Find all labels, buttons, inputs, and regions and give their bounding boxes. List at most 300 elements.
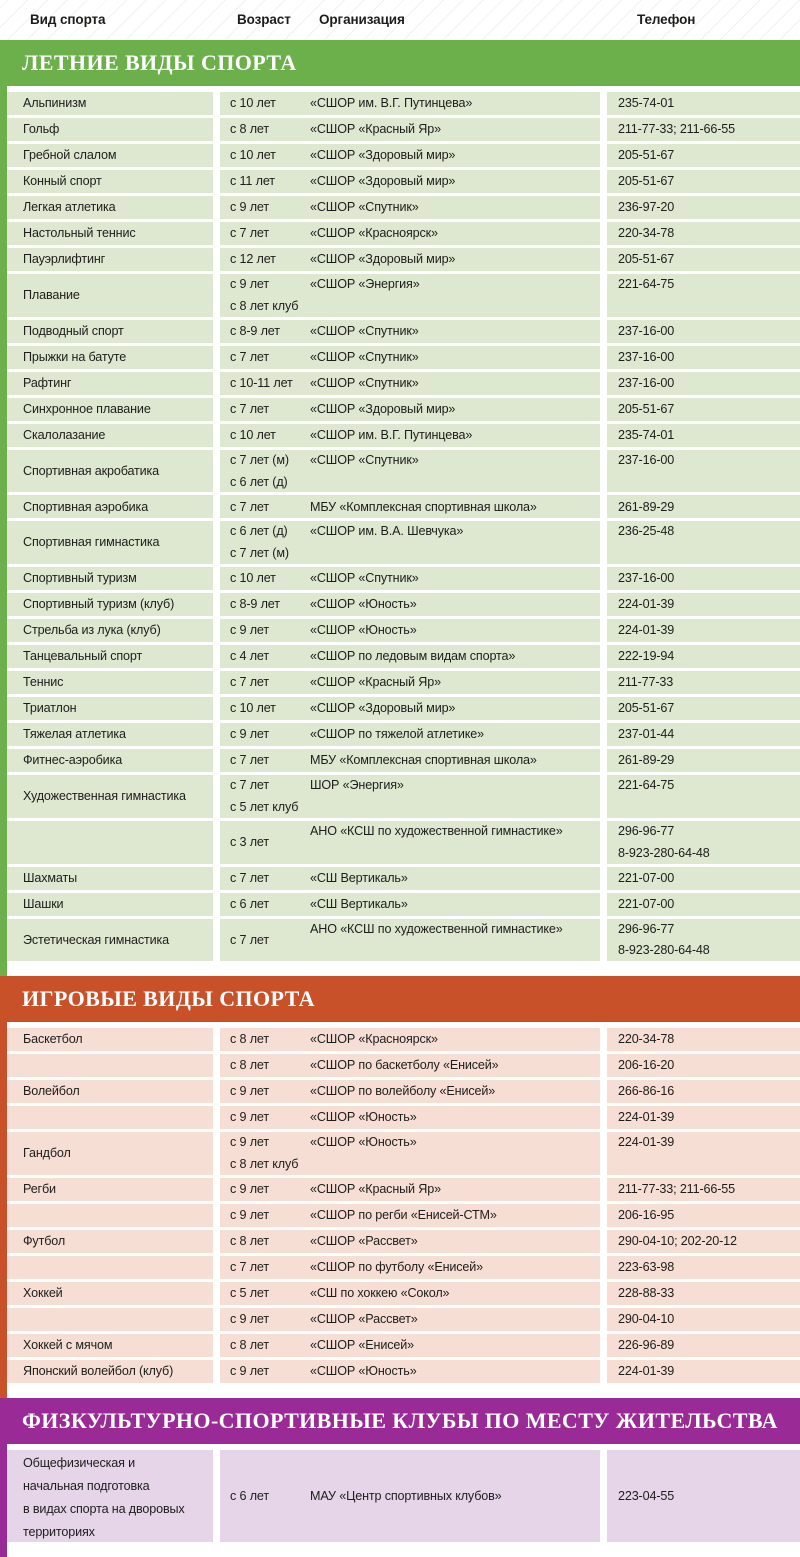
column-divider [600, 320, 607, 343]
cell-organization: «СШ Вертикаль» [300, 893, 600, 916]
organization-line: «СШОР «Энергия» [310, 277, 420, 291]
cell-phone: 237-16-00 [607, 346, 800, 369]
table-row [0, 398, 800, 421]
section-body-clubs [0, 1444, 800, 1557]
cell-sport-name: Теннис [0, 671, 213, 694]
table-row [0, 697, 800, 720]
cell-phone: 223-63-98 [607, 1256, 800, 1279]
section-rows [0, 1022, 800, 1383]
cell-phone: 220-34-78 [607, 222, 800, 245]
column-divider [600, 593, 607, 616]
column-divider [600, 645, 607, 668]
column-divider [213, 593, 220, 616]
sports-table [0, 40, 800, 1557]
cell-phone [607, 521, 800, 564]
column-divider [213, 1334, 220, 1357]
column-divider [213, 1450, 220, 1542]
cell-phone: 205-51-67 [607, 170, 800, 193]
organization-line-spacer [310, 800, 313, 815]
age-line: с 9 лет [230, 277, 269, 291]
cell-age: с 7 лет [220, 1256, 300, 1279]
cell-organization: «СШОР «Красноярск» [300, 222, 600, 245]
table-row [0, 1178, 800, 1201]
section-rows [0, 1444, 800, 1542]
column-divider [213, 1282, 220, 1305]
cell-age: с 7 лет [220, 919, 300, 962]
cell-phone: 224-01-39 [607, 619, 800, 642]
table-row [0, 1132, 800, 1175]
cell-organization: «СШОР «Красный Яр» [300, 1178, 600, 1201]
organization-line-spacer [310, 943, 313, 958]
phone-line-spacer [618, 800, 621, 815]
column-divider [600, 1256, 607, 1279]
cell-phone: 223-04-55 [607, 1450, 800, 1542]
sport-name-line: начальная подготовка [23, 1478, 150, 1493]
table-row [0, 567, 800, 590]
cell-phone: 221-07-00 [607, 867, 800, 890]
column-divider [213, 170, 220, 193]
column-divider [600, 372, 607, 395]
cell-age: с 7 лет [220, 749, 300, 772]
phone-line-spacer [618, 475, 621, 490]
age-line-extra: с 5 лет клуб [230, 800, 299, 815]
cell-sport-name: Спортивная аэробика [0, 495, 213, 518]
cell-sport-name: Гребной слалом [0, 144, 213, 167]
sport-name-line: в видах спорта на дворовых [23, 1501, 185, 1516]
cell-sport-name: Прыжки на батуте [0, 346, 213, 369]
column-divider [213, 274, 220, 317]
age-line-extra: с 8 лет клуб [230, 298, 299, 313]
table-row [0, 1450, 800, 1542]
column-divider [213, 521, 220, 564]
cell-sport-name: Спортивный туризм [0, 567, 213, 590]
section-bottom-spacer [0, 1545, 800, 1557]
section-bottom-spacer [0, 964, 800, 976]
table-row [0, 1282, 800, 1305]
cell-organization: «СШОР по футболу «Енисей» [300, 1256, 600, 1279]
cell-age: с 7 лет [220, 398, 300, 421]
cell-age: с 9 лет [220, 1178, 300, 1201]
cell-sport-name [0, 1450, 213, 1542]
cell-sport-name: Триатлон [0, 697, 213, 720]
organization-line: «СШОР «Юность» [310, 1135, 417, 1150]
column-divider [600, 749, 607, 772]
cell-age [220, 450, 300, 493]
column-divider [600, 92, 607, 115]
cell-organization: «СШОР им. В.Г. Путинцева» [300, 424, 600, 447]
cell-organization: «СШОР «Спутник» [300, 320, 600, 343]
column-header-phone: Телефон [637, 12, 696, 27]
cell-phone: 211-77-33; 211-66-55 [607, 1178, 800, 1201]
cell-organization: «СШОР «Юность» [300, 593, 600, 616]
column-divider [600, 1450, 607, 1542]
cell-sport-name: Спортивная акробатика [0, 450, 213, 493]
cell-sport-name: Тяжелая атлетика [0, 723, 213, 746]
table-row [0, 723, 800, 746]
cell-age: с 7 лет [220, 346, 300, 369]
cell-sport-name: Спортивный туризм (клуб) [0, 593, 213, 616]
cell-organization: «СШОР по волейболу «Енисей» [300, 1080, 600, 1103]
cell-organization: «СШОР «Красноярск» [300, 1028, 600, 1051]
table-row [0, 1360, 800, 1383]
cell-phone: 237-16-00 [607, 320, 800, 343]
table-row [0, 619, 800, 642]
cell-organization: «СШОР «Здоровый мир» [300, 248, 600, 271]
cell-age: с 10 лет [220, 92, 300, 115]
cell-organization [300, 274, 600, 317]
cell-organization [300, 1132, 600, 1175]
cell-sport-name: Синхронное плавание [0, 398, 213, 421]
column-divider [600, 495, 607, 518]
cell-phone: 221-07-00 [607, 893, 800, 916]
cell-phone: 206-16-20 [607, 1054, 800, 1077]
column-divider [600, 1054, 607, 1077]
cell-phone: 222-19-94 [607, 645, 800, 668]
cell-sport-name [0, 1256, 213, 1279]
column-divider [213, 495, 220, 518]
cell-phone: 205-51-67 [607, 144, 800, 167]
cell-organization: «СШОР «Рассвет» [300, 1230, 600, 1253]
cell-phone: 206-16-95 [607, 1204, 800, 1227]
cell-organization [300, 450, 600, 493]
section-title: ИГРОВЫЕ ВИДЫ СПОРТА [22, 986, 315, 1012]
cell-phone [607, 450, 800, 493]
cell-age: с 9 лет [220, 1106, 300, 1129]
cell-sport-name: Регби [0, 1178, 213, 1201]
cell-sport-name [0, 1308, 213, 1331]
table-row [0, 1204, 800, 1227]
cell-age: с 7 лет [220, 867, 300, 890]
column-divider [213, 619, 220, 642]
cell-phone: 224-01-39 [607, 593, 800, 616]
cell-sport-name: Рафтинг [0, 372, 213, 395]
age-line: с 7 лет (м) [230, 452, 289, 467]
cell-sport-name: Художественная гимнастика [0, 775, 213, 818]
section-header-games [0, 976, 800, 1022]
cell-age: с 6 лет [220, 893, 300, 916]
cell-phone: 236-97-20 [607, 196, 800, 219]
cell-phone: 237-01-44 [607, 723, 800, 746]
column-divider [600, 619, 607, 642]
cell-organization: «СШОР «Спутник» [300, 567, 600, 590]
sport-name-line: территориях [23, 1524, 95, 1539]
column-divider [600, 1132, 607, 1175]
column-header-organization: Организация [319, 12, 405, 27]
column-divider [600, 723, 607, 746]
cell-organization: «СШОР «Здоровый мир» [300, 170, 600, 193]
table-row [0, 671, 800, 694]
table-row [0, 1054, 800, 1077]
cell-organization: «СШОР по баскетболу «Енисей» [300, 1054, 600, 1077]
section-header-summer [0, 40, 800, 86]
cell-organization: «СШОР «Здоровый мир» [300, 144, 600, 167]
table-row [0, 919, 800, 962]
cell-organization: «СШОР «Спутник» [300, 346, 600, 369]
table-row [0, 1028, 800, 1051]
cell-phone [607, 274, 800, 317]
table-row [0, 92, 800, 115]
cell-age: с 4 лет [220, 645, 300, 668]
cell-age: с 10 лет [220, 424, 300, 447]
column-divider [600, 1106, 607, 1129]
table-row [0, 893, 800, 916]
column-divider [600, 697, 607, 720]
column-divider [213, 1204, 220, 1227]
cell-sport-name: Баскетбол [0, 1028, 213, 1051]
phone-line-extra: 8-923-280-64-48 [618, 845, 710, 860]
column-divider [600, 1178, 607, 1201]
table-row [0, 274, 800, 317]
column-divider [600, 144, 607, 167]
cell-age: с 11 лет [220, 170, 300, 193]
column-divider [213, 1132, 220, 1175]
cell-age: с 7 лет [220, 495, 300, 518]
cell-age: с 8-9 лет [220, 593, 300, 616]
cell-sport-name [0, 821, 213, 864]
table-row [0, 424, 800, 447]
table-row [0, 450, 800, 493]
cell-age: с 12 лет [220, 248, 300, 271]
column-divider [213, 775, 220, 818]
column-divider [213, 1054, 220, 1077]
column-divider [213, 1256, 220, 1279]
cell-organization: «СШОР по ледовым видам спорта» [300, 645, 600, 668]
table-row [0, 248, 800, 271]
cell-organization: «СШОР «Юность» [300, 1360, 600, 1383]
column-divider [213, 144, 220, 167]
cell-organization [300, 521, 600, 564]
cell-age: с 8 лет [220, 1334, 300, 1357]
cell-organization [300, 919, 600, 962]
table-row [0, 170, 800, 193]
column-divider [600, 775, 607, 818]
cell-sport-name: Хоккей с мячом [0, 1334, 213, 1357]
cell-organization [300, 821, 600, 864]
table-row [0, 118, 800, 141]
age-line-extra: с 6 лет (д) [230, 474, 288, 489]
column-divider [213, 248, 220, 271]
cell-organization: «СШОР «Красный Яр» [300, 671, 600, 694]
cell-sport-name: Настольный теннис [0, 222, 213, 245]
phone-line: 237-16-00 [618, 452, 675, 467]
organization-line-spacer [310, 846, 313, 861]
cell-age: с 3 лет [220, 821, 300, 864]
cell-age: с 9 лет [220, 1308, 300, 1331]
table-row [0, 521, 800, 564]
cell-organization: «СШОР «Здоровый мир» [300, 398, 600, 421]
column-divider [213, 118, 220, 141]
column-divider [600, 821, 607, 864]
column-divider [600, 1360, 607, 1383]
column-divider [213, 92, 220, 115]
column-divider [213, 567, 220, 590]
column-header-sport: Вид спорта [30, 12, 106, 27]
cell-sport-name: Конный спорт [0, 170, 213, 193]
cell-age: с 9 лет [220, 1080, 300, 1103]
section-side-stripe [0, 86, 7, 976]
cell-phone: 290-04-10; 202-20-12 [607, 1230, 800, 1253]
cell-sport-name: Футбол [0, 1230, 213, 1253]
cell-phone [607, 919, 800, 962]
column-divider [213, 320, 220, 343]
column-divider [213, 1178, 220, 1201]
cell-phone: 211-77-33; 211-66-55 [607, 118, 800, 141]
cell-sport-name: Хоккей [0, 1282, 213, 1305]
cell-phone: 220-34-78 [607, 1028, 800, 1051]
column-divider [600, 671, 607, 694]
column-divider [213, 697, 220, 720]
column-header-age: Возраст [237, 12, 291, 27]
cell-sport-name: Гандбол [0, 1132, 213, 1175]
cell-organization: «СШОР «Рассвет» [300, 1308, 600, 1331]
cell-organization: «СШОР «Юность» [300, 1106, 600, 1129]
table-row [0, 372, 800, 395]
section-title: ФИЗКУЛЬТУРНО-СПОРТИВНЫЕ КЛУБЫ ПО МЕСТУ ЖИТЕЛЬСТВА [22, 1408, 778, 1434]
cell-sport-name: Шашки [0, 893, 213, 916]
cell-organization: «СШОР им. В.Г. Путинцева» [300, 92, 600, 115]
column-divider [213, 424, 220, 447]
cell-age: с 9 лет [220, 723, 300, 746]
cell-age: с 7 лет [220, 222, 300, 245]
cell-age: с 9 лет [220, 196, 300, 219]
organization-line-spacer [310, 1157, 313, 1172]
column-divider [600, 521, 607, 564]
cell-sport-name [0, 1054, 213, 1077]
section-side-stripe [0, 1022, 7, 1398]
column-divider [213, 450, 220, 493]
column-divider [600, 118, 607, 141]
cell-phone: 261-89-29 [607, 495, 800, 518]
column-divider [600, 567, 607, 590]
cell-sport-name: Легкая атлетика [0, 196, 213, 219]
column-divider [600, 170, 607, 193]
cell-age [220, 274, 300, 317]
cell-age: с 9 лет [220, 619, 300, 642]
cell-organization: «СШОР «Красный Яр» [300, 118, 600, 141]
table-row [0, 821, 800, 864]
cell-phone: 205-51-67 [607, 697, 800, 720]
cell-phone: 235-74-01 [607, 424, 800, 447]
cell-sport-name: Плавание [0, 274, 213, 317]
column-divider [213, 1230, 220, 1253]
table-row [0, 495, 800, 518]
table-row [0, 1334, 800, 1357]
column-divider [213, 749, 220, 772]
column-divider [600, 424, 607, 447]
column-divider [213, 723, 220, 746]
column-divider [600, 196, 607, 219]
cell-phone: 290-04-10 [607, 1308, 800, 1331]
cell-phone: 237-16-00 [607, 372, 800, 395]
cell-age: с 8-9 лет [220, 320, 300, 343]
table-row [0, 1308, 800, 1331]
table-row [0, 346, 800, 369]
phone-line: 236-25-48 [618, 524, 675, 539]
section-body-games [0, 1022, 800, 1398]
cell-age: с 10 лет [220, 567, 300, 590]
table-row [0, 144, 800, 167]
phone-line: 296-96-77 [618, 921, 675, 936]
section-body-summer [0, 86, 800, 976]
column-divider [600, 1230, 607, 1253]
cell-phone: 235-74-01 [607, 92, 800, 115]
cell-organization: «СШОР по тяжелой атлетике» [300, 723, 600, 746]
cell-age: с 8 лет [220, 118, 300, 141]
cell-sport-name: Стрельба из лука (клуб) [0, 619, 213, 642]
column-divider [600, 274, 607, 317]
cell-phone [607, 1132, 800, 1175]
cell-organization: «СШ Вертикаль» [300, 867, 600, 890]
column-divider [213, 893, 220, 916]
column-divider [213, 346, 220, 369]
column-divider [213, 398, 220, 421]
cell-sport-name: Пауэрлифтинг [0, 248, 213, 271]
column-divider [213, 222, 220, 245]
section-rows [0, 86, 800, 961]
cell-organization: МБУ «Комплексная спортивная школа» [300, 749, 600, 772]
cell-sport-name: Эстетическая гимнастика [0, 919, 213, 962]
column-divider [213, 645, 220, 668]
table-row [0, 1256, 800, 1279]
table-row [0, 320, 800, 343]
column-divider [213, 1360, 220, 1383]
section-title: ЛЕТНИЕ ВИДЫ СПОРТА [22, 50, 297, 75]
cell-phone: 266-86-16 [607, 1080, 800, 1103]
column-divider [213, 671, 220, 694]
table-row [0, 775, 800, 818]
cell-organization: «СШОР «Здоровый мир» [300, 697, 600, 720]
cell-phone: 224-01-39 [607, 1360, 800, 1383]
cell-sport-name [0, 1106, 213, 1129]
phone-line-spacer [618, 546, 621, 561]
cell-organization: «СШОР «Спутник» [300, 196, 600, 219]
cell-phone: 226-96-89 [607, 1334, 800, 1357]
organization-line: «СШОР «Спутник» [310, 452, 419, 467]
column-divider [600, 867, 607, 890]
cell-sport-name: Гольф [0, 118, 213, 141]
column-divider [213, 867, 220, 890]
cell-organization [300, 775, 600, 818]
section-bottom-spacer [0, 1386, 800, 1398]
column-divider [600, 919, 607, 962]
cell-sport-name: Скалолазание [0, 424, 213, 447]
age-line: с 7 лет [230, 778, 269, 793]
cell-organization: «СШОР «Спутник» [300, 372, 600, 395]
phone-line: 296-96-77 [618, 823, 675, 838]
cell-phone [607, 775, 800, 818]
column-divider [600, 222, 607, 245]
cell-sport-name: Японский волейбол (клуб) [0, 1360, 213, 1383]
table-row [0, 1106, 800, 1129]
column-divider [600, 1334, 607, 1357]
cell-phone: 237-16-00 [607, 567, 800, 590]
table-row [0, 196, 800, 219]
phone-line-extra: 8-923-280-64-48 [618, 943, 710, 958]
cell-phone [607, 821, 800, 864]
cell-age: с 9 лет [220, 1360, 300, 1383]
age-line: с 6 лет (д) [230, 524, 288, 539]
cell-organization: МБУ «Комплексная спортивная школа» [300, 495, 600, 518]
column-divider [213, 1080, 220, 1103]
cell-phone: 261-89-29 [607, 749, 800, 772]
cell-age: с 10-11 лет [220, 372, 300, 395]
cell-sport-name: Шахматы [0, 867, 213, 890]
organization-line-spacer [310, 546, 313, 561]
cell-organization: «СШОР «Енисей» [300, 1334, 600, 1357]
table-row [0, 1230, 800, 1253]
column-header-bar [0, 0, 800, 40]
cell-age [220, 1132, 300, 1175]
